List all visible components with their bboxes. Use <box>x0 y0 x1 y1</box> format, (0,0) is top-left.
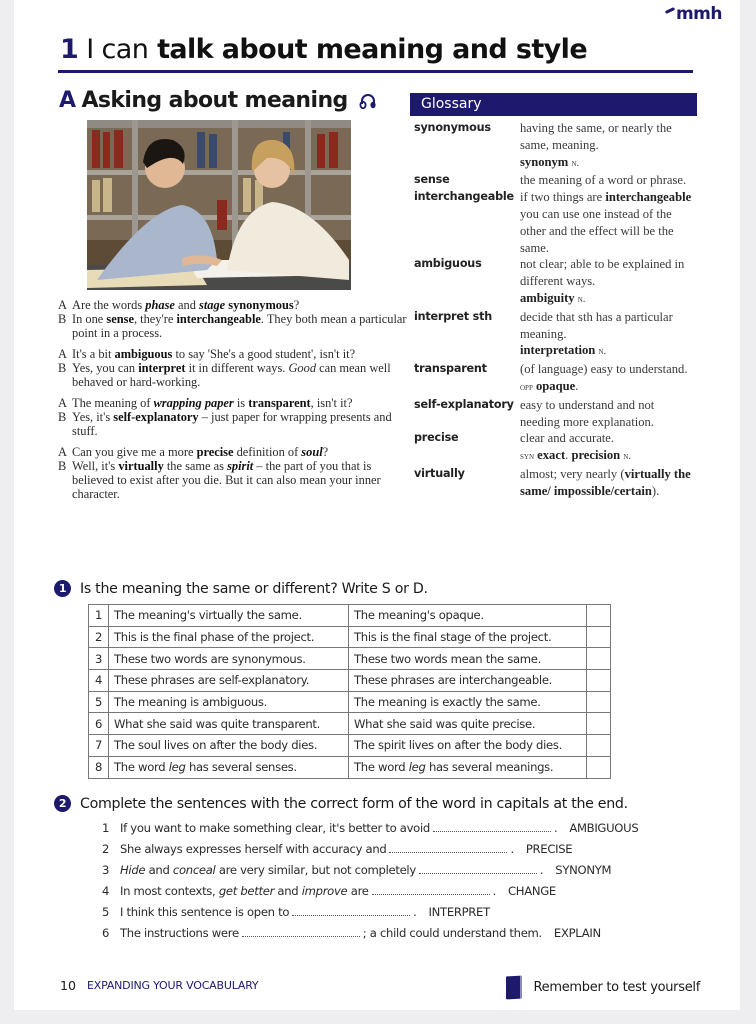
table-row <box>89 756 611 778</box>
answer-blank[interactable] <box>419 864 537 874</box>
row-number: 5 <box>89 691 109 713</box>
answer-cell[interactable] <box>587 670 611 692</box>
glossary-definition: clear and accurate. syn exact. precision n. <box>520 431 632 463</box>
glossary-term: precise <box>414 431 459 445</box>
answer-cell[interactable] <box>587 756 611 778</box>
exercise-number-badge: 1 <box>54 580 71 597</box>
list-item <box>102 905 638 926</box>
glossary-term: interchangeable <box>414 190 514 204</box>
row-number: 8 <box>89 756 109 778</box>
sentence-b: These two words mean the same. <box>349 648 587 670</box>
row-number: 1 <box>89 605 109 627</box>
dialogue-text: It's a bit ambiguous to say 'She's a good student', isn't it? <box>72 347 356 361</box>
speaker-label: A <box>58 445 67 459</box>
row-number: 6 <box>89 713 109 735</box>
dialogue-exchange <box>58 396 410 438</box>
capital-word: EXPLAIN <box>553 926 601 940</box>
sentence-b: What she said was quite precise. <box>349 713 587 735</box>
glossary-term: self-explanatory <box>414 397 514 411</box>
table-row <box>89 626 611 648</box>
unit-title-main: talk about meaning and style <box>157 34 588 65</box>
dialogue-text: Well, it's virtually the same as spirit – the part of you that is believed to exist after you die. But it can also mean your inner character. <box>72 459 381 501</box>
dialogue-line <box>58 445 410 459</box>
glossary-header: Glossary <box>410 93 697 116</box>
glossary-entries <box>410 116 697 500</box>
book-icon <box>506 976 522 1000</box>
glossary-entry <box>410 361 697 397</box>
page-footer <box>60 976 700 996</box>
exercise-2-instruction: Complete the sentences with the correct form of the word in capitals at the end. <box>80 795 628 812</box>
book-title: EXPANDING YOUR VOCABULARY <box>87 979 259 992</box>
dialogue-line <box>58 361 410 389</box>
table-row <box>89 713 611 735</box>
dialogue-text: Yes, you can interpret it in different ways. Good can mean well behaved or hard-working. <box>72 361 391 389</box>
sentence-end: . <box>539 863 544 877</box>
dialogue-exchange <box>58 298 410 340</box>
sentence-text: In most contexts, get better and improve are <box>120 884 369 898</box>
dialogue-text: In one sense, they're interchangeable. They both mean a particular point in a process. <box>72 312 407 340</box>
exercise-number-badge: 2 <box>54 795 71 812</box>
table-row <box>89 648 611 670</box>
glossary-entry <box>410 397 697 431</box>
sentence-b: This is the final stage of the project. <box>349 626 587 648</box>
title-divider <box>58 70 693 73</box>
speaker-label: A <box>58 298 67 312</box>
speaker-label: B <box>58 361 67 375</box>
sentence-a: What she said was quite transparent. <box>109 713 349 735</box>
answer-blank[interactable] <box>389 843 507 853</box>
glossary-entry <box>410 466 697 500</box>
glossary-definition: (of language) easy to understand. opp opaque. <box>520 362 688 393</box>
sentence-a: The soul lives on after the body dies. <box>109 735 349 757</box>
sentence-b: The word leg has several meanings. <box>349 756 587 778</box>
publisher-logo <box>665 4 722 24</box>
section-heading <box>59 88 377 115</box>
glossary-definition: easy to understand and not needing more explanation. <box>520 397 655 429</box>
table-row <box>89 735 611 757</box>
reminder-text: Remember to test yourself <box>533 980 700 995</box>
row-number: 4 <box>89 670 109 692</box>
dialogue-line <box>58 459 410 501</box>
dialogue-line <box>58 347 410 361</box>
glossary-term: interpret sth <box>414 309 492 323</box>
dialogue-exchange <box>58 347 410 389</box>
sentence-text: She always expresses herself with accuracy and <box>120 842 387 856</box>
textbook-page <box>14 0 740 1010</box>
dialogue <box>58 298 410 508</box>
answer-cell[interactable] <box>587 713 611 735</box>
table-row <box>89 670 611 692</box>
sentence-end: . <box>510 842 514 856</box>
logo-text: mmh <box>675 4 722 24</box>
speaker-label: B <box>58 459 67 473</box>
answer-cell[interactable] <box>587 735 611 757</box>
exercise-1-heading <box>54 580 428 597</box>
glossary-entry <box>410 189 697 256</box>
speaker-label: A <box>58 396 67 410</box>
dialogue-text: Yes, it's self-explanatory – just paper for wrapping presents and stuff. <box>72 410 392 438</box>
capital-word: CHANGE <box>508 884 556 898</box>
exercise-2-list <box>102 821 638 947</box>
item-number: 2 <box>102 842 110 856</box>
glossary-term: synonymous <box>414 121 491 134</box>
list-item <box>102 842 638 863</box>
headphones-icon[interactable] <box>359 90 377 115</box>
sentence-b: The meaning's opaque. <box>349 605 587 627</box>
glossary-entry <box>410 430 697 466</box>
dialogue-line <box>58 312 410 340</box>
list-item <box>102 926 638 947</box>
dialogue-exchange <box>58 445 410 501</box>
sentence-end: . <box>413 905 417 919</box>
glossary-entry <box>410 256 697 308</box>
glossary-definition: the meaning of a word or phrase. <box>520 173 687 188</box>
glossary-term: virtually <box>414 466 465 480</box>
row-number: 3 <box>89 648 109 670</box>
sentence-end: . <box>553 821 558 835</box>
answer-cell[interactable] <box>587 648 611 670</box>
exercise-2-heading <box>54 795 628 812</box>
speaker-label: A <box>58 347 67 361</box>
sentence-a: The word leg has several senses. <box>109 756 349 778</box>
glossary-definition: decide that sth has a particular meaning. interpretation n. <box>520 309 673 358</box>
glossary-definition: having the same, or nearly the same, meaning. synonym n. <box>520 121 672 169</box>
sentence-text: Hide and conceal are very similar, but not completely <box>120 863 416 877</box>
capital-word: AMBIGUOUS <box>569 821 639 835</box>
section-letter: A <box>59 88 76 113</box>
glossary-term: ambiguous <box>414 257 482 271</box>
students-photo <box>87 120 351 290</box>
answer-blank[interactable] <box>433 822 551 832</box>
unit-number: 1 <box>60 34 79 65</box>
sentence-end: . <box>492 884 497 898</box>
glossary-entry <box>410 309 697 361</box>
sentence-b: These phrases are interchangeable. <box>349 670 587 692</box>
dialogue-text: The meaning of wrapping paper is transparent, isn't it? <box>72 396 353 410</box>
speaker-label: B <box>58 312 67 326</box>
sentence-text: I think this sentence is open to <box>120 905 290 919</box>
dialogue-text: Can you give me a more precise definition of soul? <box>72 445 329 459</box>
glossary <box>410 93 697 500</box>
list-item <box>102 821 638 842</box>
answer-cell[interactable] <box>587 605 611 627</box>
sentence-a: These two words are synonymous. <box>109 648 349 670</box>
logo-swoosh-icon <box>665 7 675 14</box>
item-number: 6 <box>102 926 110 940</box>
item-number: 1 <box>102 821 110 835</box>
dialogue-text: Are the words phase and stage synonymous? <box>72 298 300 312</box>
glossary-definition: if two things are interchangeable you can use one instead of the other and the effect will be the same. <box>520 190 692 255</box>
answer-cell[interactable] <box>587 691 611 713</box>
answer-blank[interactable] <box>242 927 360 937</box>
item-number: 5 <box>102 905 110 919</box>
table-row <box>89 605 611 627</box>
item-number: 3 <box>102 863 110 877</box>
unit-title-prefix: I can <box>86 34 149 65</box>
sentence-a: The meaning is ambiguous. <box>109 691 349 713</box>
glossary-definition: not clear; able to be explained in different ways. ambiguity n. <box>520 257 685 305</box>
item-number: 4 <box>102 884 110 898</box>
sentence-a: The meaning's virtually the same. <box>109 605 349 627</box>
sentence-a: This is the final phase of the project. <box>109 626 349 648</box>
row-number: 7 <box>89 735 109 757</box>
sentence-text: The instructions were <box>120 926 239 940</box>
sentence-text: If you want to make something clear, it's better to avoid <box>120 821 430 835</box>
test-reminder <box>506 976 700 999</box>
answer-blank[interactable] <box>292 906 410 916</box>
dialogue-line <box>58 410 410 438</box>
list-item <box>102 863 638 884</box>
exercise-1-table <box>88 604 611 779</box>
unit-title <box>60 34 587 65</box>
capital-word: PRECISE <box>525 842 573 856</box>
glossary-term: sense <box>414 173 450 187</box>
list-item <box>102 884 638 905</box>
section-title: Asking about meaning <box>81 88 348 113</box>
answer-blank[interactable] <box>372 885 490 895</box>
row-number: 2 <box>89 626 109 648</box>
capital-word: INTERPRET <box>428 905 490 919</box>
answer-cell[interactable] <box>587 626 611 648</box>
exercise-1-instruction: Is the meaning the same or different? Write S or D. <box>80 580 428 597</box>
dialogue-line <box>58 298 410 312</box>
dialogue-line <box>58 396 410 410</box>
glossary-entry <box>410 172 697 189</box>
glossary-definition: almost; very nearly (virtually the same/ impossible/certain). <box>520 466 691 498</box>
capital-word: SYNONYM <box>555 863 612 877</box>
sentence-a: These phrases are self-explanatory. <box>109 670 349 692</box>
page-number: 10 <box>60 978 77 993</box>
glossary-entry <box>410 120 697 172</box>
sentence-b: The meaning is exactly the same. <box>349 691 587 713</box>
sentence-b: The spirit lives on after the body dies. <box>349 735 587 757</box>
speaker-label: B <box>58 410 67 424</box>
sentence-end: ; a child could understand them. <box>362 926 542 940</box>
table-row <box>89 691 611 713</box>
glossary-term: transparent <box>414 362 487 376</box>
